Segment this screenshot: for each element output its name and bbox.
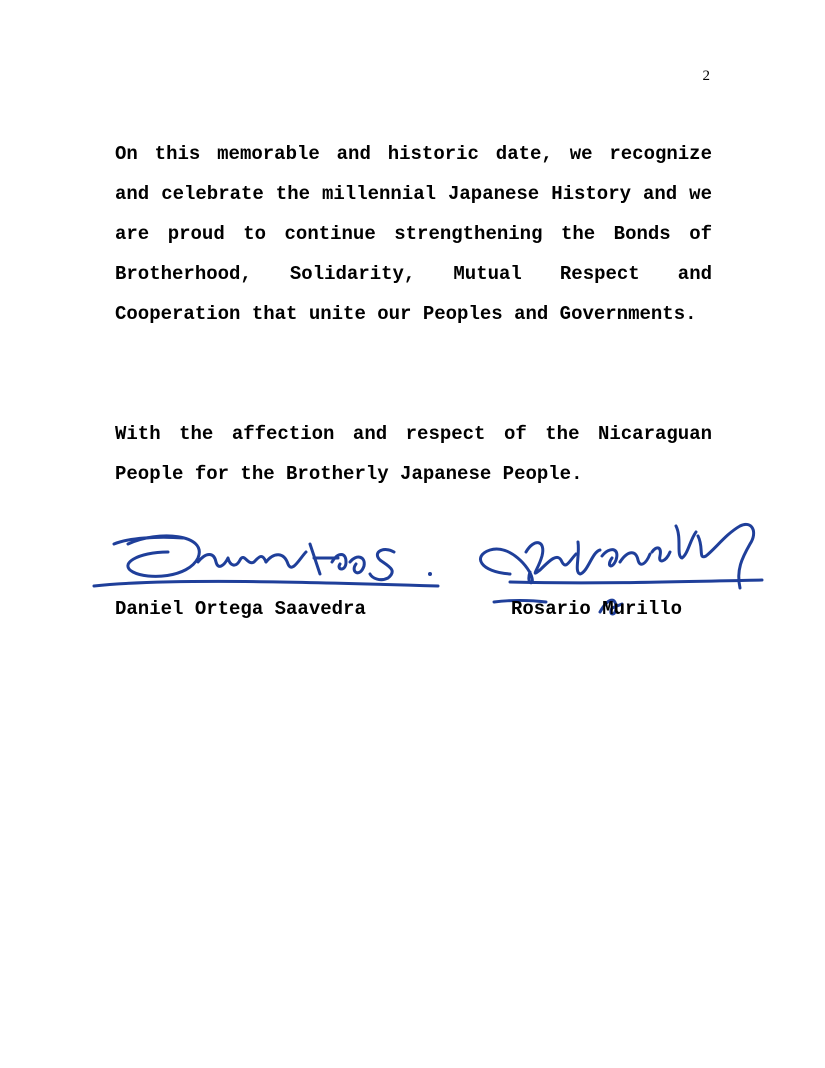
signature-daniel-ortega [88,522,448,602]
page-number: 2 [702,68,710,84]
signatory-name-right: Rosario Murillo [511,598,683,620]
paragraph-recognition: On this memorable and historic date, we recognize and celebrate the millennial Japanese History and we are proud to continue strengthening the Bonds of Brotherhood, Solidarity, Mutual Respect and Cooperation that unite our Peoples and Governments. [115,143,712,325]
signatory-name-left: Daniel Ortega Saavedra [115,598,366,620]
paragraph-affection: With the affection and respect of the Nicaraguan People for the Brotherly Japanese People. [115,423,712,485]
